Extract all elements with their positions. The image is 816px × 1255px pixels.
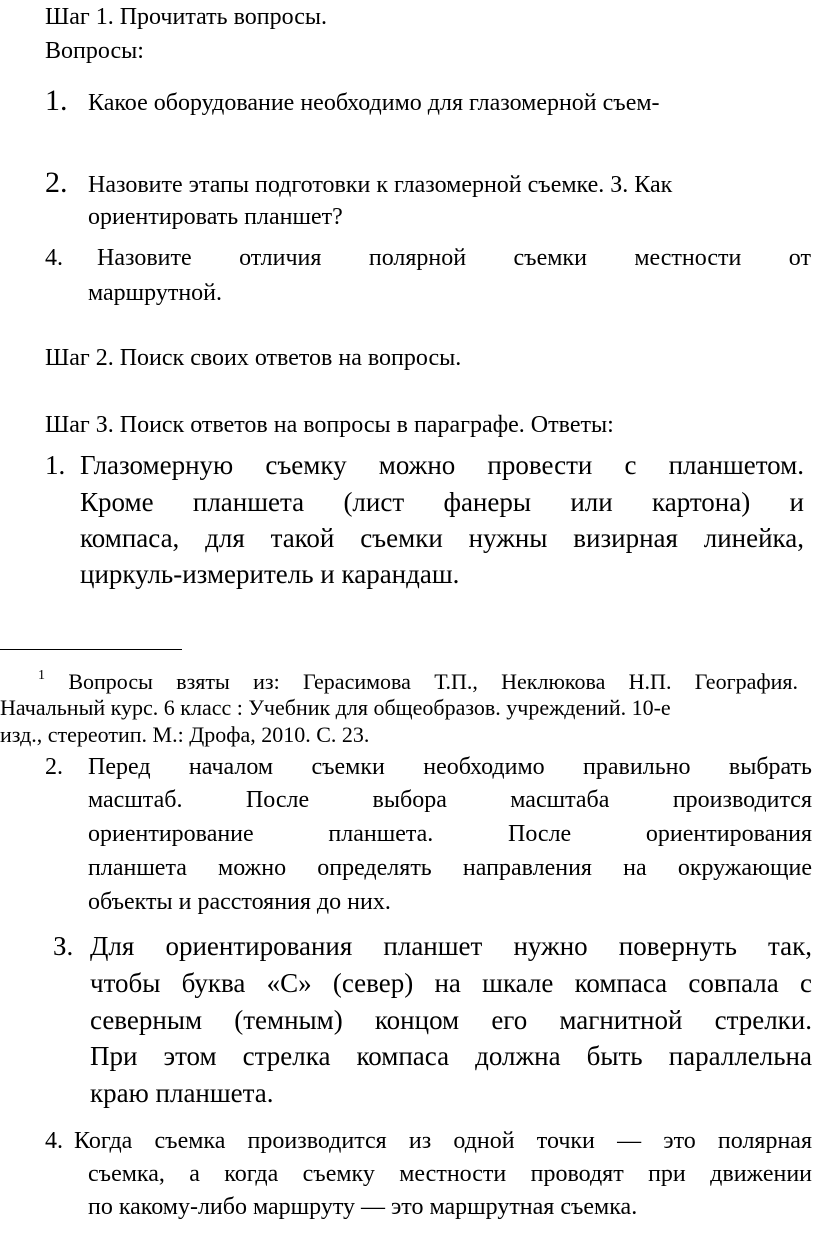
step2-title: Шаг 2. Поиск своих ответов на вопросы. (45, 345, 462, 371)
answer-3-line-4: При этом стрелка компаса должна быть параллельна (90, 1041, 812, 1071)
answer-3-line-3: северным (темным) концом его магнитной стрелки. (90, 1005, 812, 1035)
answer-4-line-2: съемка, а когда съемку местности проводят при движении (88, 1161, 812, 1187)
answer-1-line-3: компаса, для такой съемки нужны визирная линейка, (80, 523, 804, 553)
answer-3-line-5: краю планшета. (90, 1078, 274, 1108)
footnote-line-3: изд., стереотип. М.: Дрофа, 2010. С. 23. (0, 722, 370, 747)
answer-4-line-3: по какому-либо маршруту — это маршрутная съемка. (88, 1194, 638, 1220)
question-4-word: от (788, 245, 811, 271)
answer-3-number: З. (53, 931, 74, 961)
question-1-text: Какое оборудование необходимо для глазомерной съем- (88, 90, 660, 116)
question-2-line-1: Назовите этапы подготовки к глазомерной съемке. З. Как (88, 172, 673, 198)
answer-2-line-4: планшета можно определять направления на окружающие (88, 855, 812, 881)
question-4-word: съемки (513, 245, 587, 271)
answer-3-line-1: Для ориентирования планшет нужно повернуть так, (90, 931, 812, 961)
footnote-separator (0, 649, 182, 650)
answer-2-number: 2. (45, 754, 63, 780)
footnote-line-1-text: Вопросы взяты из: Герасимова Т.П., Неклюкова Н.П. География. (68, 669, 799, 694)
answer-2-line-2: масштаб. После выбора масштаба производится (88, 787, 812, 813)
question-4-word: местности (634, 245, 742, 271)
answer-3-line-2: чтобы буква «С» (север) на шкале компаса совпала с (90, 968, 812, 998)
answer-1-line-4: циркуль-измеритель и карандаш. (80, 559, 460, 589)
step3-title: Шаг З. Поиск ответов на вопросы в параграфе. Ответы: (45, 412, 614, 438)
questions-label: Вопросы: (45, 38, 144, 64)
question-2-number: 2. (45, 166, 68, 199)
footnote-line-1 (38, 668, 798, 695)
question-2-line-2: ориентировать планшет? (88, 204, 343, 230)
question-4-word: полярной (368, 245, 467, 271)
answer-4-line-1: Когда съемка производится из одной точки — это полярная (74, 1128, 812, 1154)
question-4-word: Назовите (97, 245, 192, 271)
step1-title: Шаг 1. Прочитать вопросы. (45, 4, 327, 30)
answer-2-line-3: ориентирование планшета. После ориентирования (88, 821, 812, 847)
answer-2-line-1: Перед началом съемки необходимо правильно выбрать (88, 754, 812, 780)
question-4-line-2: маршрутной. (88, 280, 223, 306)
question-4-word: отличия (239, 245, 322, 271)
question-4-number: 4. (45, 245, 63, 271)
answer-2-line-5: объекты и расстояния до них. (88, 889, 391, 915)
footnote-marker: 1 (38, 668, 45, 683)
question-1-number: 1. (45, 84, 68, 117)
answer-1-line-1: Глазомерную съемку можно провести с планшетом. (80, 450, 804, 480)
answer-1-number: 1. (45, 450, 66, 480)
answer-4-number: 4. (45, 1128, 63, 1154)
answer-1-line-2: Кроме планшета (лист фанеры или картона) и (80, 487, 804, 517)
footnote-line-2: Начальный курс. 6 класс : Учебник для общеобразов. учреждений. 10-е (0, 695, 671, 720)
question-4-line-1 (97, 245, 811, 272)
